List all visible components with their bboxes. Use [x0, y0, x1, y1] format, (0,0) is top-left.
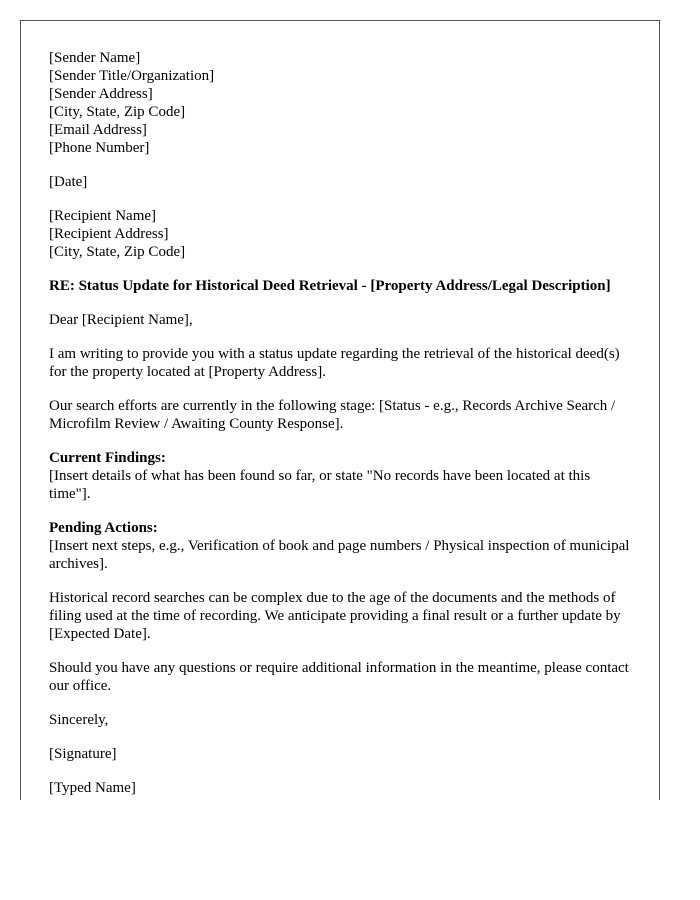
findings-heading: Current Findings:	[49, 450, 166, 466]
recipient-name: [Recipient Name]	[49, 208, 157, 224]
signature: [Signature]	[49, 746, 117, 762]
sender-email: [Email Address]	[49, 122, 147, 138]
sender-address: [Sender Address]	[49, 86, 153, 102]
sender-phone: [Phone Number]	[49, 140, 150, 156]
closing: Sincerely,	[49, 712, 109, 728]
pending-text: [Insert next steps, e.g., Verification of book and page numbers / Physical inspection of municipal archives].	[49, 538, 630, 572]
pending-section	[49, 519, 634, 573]
recipient-block	[49, 207, 634, 261]
letter-content	[49, 49, 634, 800]
sender-title: [Sender Title/Organization]	[49, 68, 215, 84]
recipient-address: [Recipient Address]	[49, 226, 169, 242]
findings-section	[49, 449, 634, 503]
sender-city: [City, State, Zip Code]	[49, 104, 186, 120]
salutation: Dear [Recipient Name],	[49, 312, 193, 328]
findings-text: [Insert details of what has been found so far, or state "No records have been located at this time"].	[49, 468, 591, 502]
sender-name: [Sender Name]	[49, 50, 141, 66]
letter-page	[20, 20, 660, 800]
questions-paragraph: Should you have any questions or require additional information in the meantime, please contact our office.	[49, 660, 629, 694]
complexity-paragraph: Historical record searches can be complex due to the age of the documents and the methods of filing used at the time of recording. We anticipate providing a final result or a further update by [Expected Date].	[49, 590, 621, 642]
date-line: [Date]	[49, 174, 88, 190]
intro-paragraph: I am writing to provide you with a status update regarding the retrieval of the historical deed(s) for the property located at [Property Address].	[49, 346, 620, 380]
sender-block	[49, 49, 634, 157]
pending-heading: Pending Actions:	[49, 520, 158, 536]
typed-name: [Typed Name]	[49, 780, 136, 796]
stage-paragraph: Our search efforts are currently in the following stage: [Status - e.g., Records Archive Search / Microfilm Review / Awaiting County Response].	[49, 398, 616, 432]
recipient-city: [City, State, Zip Code]	[49, 244, 186, 260]
subject-line: RE: Status Update for Historical Deed Retrieval - [Property Address/Legal Description]	[49, 278, 611, 294]
